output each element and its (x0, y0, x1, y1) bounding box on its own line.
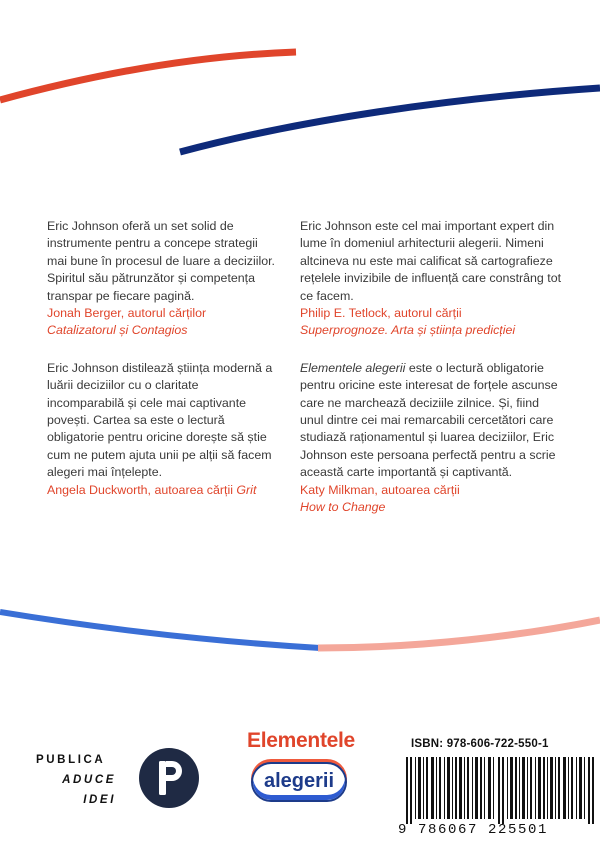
quote-tetlock (300, 218, 562, 340)
quote-text (300, 360, 562, 482)
quote-works: Superprognoze. Arta și știința predicției (300, 323, 516, 338)
series-subtitle: alegerii (263, 770, 335, 792)
quote-author: Katy Milkman, autoarea cărții (300, 482, 460, 497)
quote-text: Eric Johnson distilează știința modernă a luării deciziilor cu o claritate incomparabilă și cele mai captivante povești. Cartea sa este o lectură obligatorie pentru oricine dorește să știe cum ne putem ajuta unii pe alții să facem alegeri mai înțelepte. (47, 360, 273, 480)
quote-author-name: Angela Duckworth, autoarea cărții (47, 482, 233, 497)
left-quotes-column (47, 218, 279, 513)
quote-duckworth (47, 360, 279, 499)
right-quotes-column (300, 218, 562, 531)
quote-author (47, 482, 279, 499)
quote-body: este o lectură obligatorie pentru oricine este interesat de forțele ascunse care ne marchează deciziile zilnice. Și, fiind unul dintre cei mai remarcabili cercetători care studiază raționamentul și luarea deciziilor, Eric Johnson este persoana perfectă pentru a scrie această carte importantă și captivantă. (300, 360, 558, 480)
quote-milkman (300, 360, 562, 517)
quote-works: Grit (236, 482, 257, 497)
pink-arc-bottom (318, 620, 600, 648)
isbn-label: ISBN: 978-606-722-550-1 (411, 738, 549, 750)
navy-arc-top (180, 88, 600, 152)
publisher-line-3: IDEI (83, 794, 116, 806)
publisher-wordmark (36, 750, 116, 810)
publisher-line-2: ADUCE (62, 774, 116, 786)
quote-text: Eric Johnson oferă un set solid de instrumente pentru a concepe strategii mai bune în procesul de luare a deciziilor. Spiritul său pătrunzător și competența transpar pe fiecare pagină. (47, 219, 275, 303)
publisher-logo-icon (139, 748, 199, 808)
quote-text: Eric Johnson este cel mai important expert din lume în domeniul arhitecturii alegerii. Nimeni altcineva nu este mai calificat să cartografieze rețelele invizibile de influență care constrâng tot ce facem. (300, 219, 562, 303)
quote-author: Philip E. Tetlock, autorul cărții (300, 306, 462, 321)
quote-works: Catalizatorul și Contagios (47, 323, 188, 338)
series-badge (251, 762, 347, 802)
quote-author: Jonah Berger, autorul cărților (47, 306, 207, 321)
quote-works: How to Change (300, 500, 386, 515)
book-title-inline: Elementele alegerii (300, 360, 406, 375)
series-title: Elementele (247, 729, 355, 752)
publisher-line-1: PUBLICA (36, 754, 106, 766)
red-arc-top (0, 52, 296, 100)
barcode-digits: 9 786067 225501 (398, 822, 549, 838)
blue-arc-bottom (0, 612, 320, 648)
quote-berger (47, 218, 279, 340)
barcode-icon (406, 757, 596, 824)
